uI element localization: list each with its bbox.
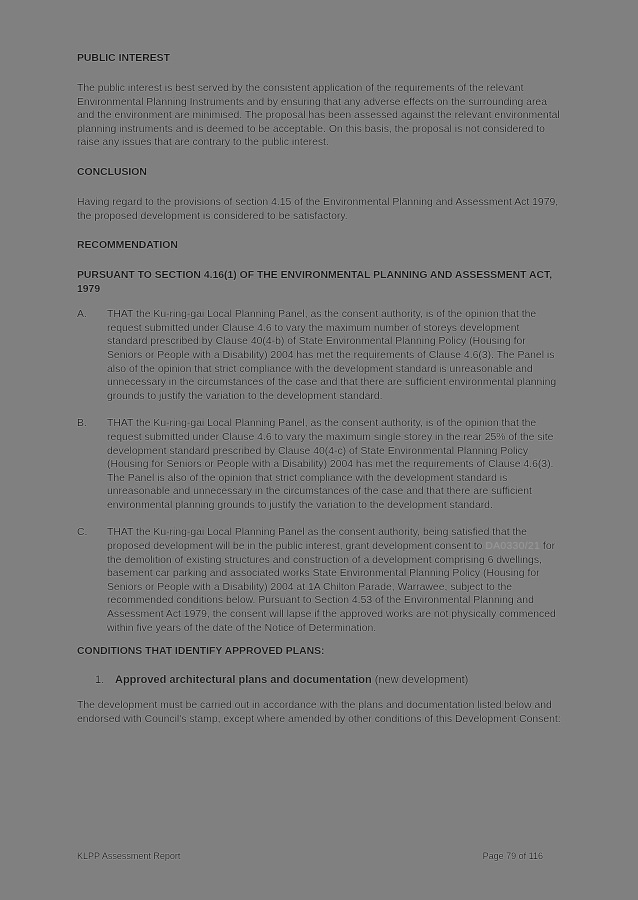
condition-title-text: Approved architectural plans and documentation <box>115 674 372 687</box>
recommendation-item-c <box>77 526 562 635</box>
footer-report-title: KLPP Assessment Report <box>77 851 181 861</box>
recommendation-subheading: PURSUANT TO SECTION 4.16(1) OF THE ENVIRONMENTAL PLANNING AND ASSESSMENT ACT, 1979 <box>77 270 553 296</box>
redacted-da-number: DA0330/21 <box>485 541 541 553</box>
footer-page-number: Page 79 of 116 <box>482 851 543 861</box>
list-marker: C. <box>77 527 88 539</box>
condition-title <box>115 673 468 687</box>
list-item-text-after: for the demolition of existing structures and construction of a development comprising 6 dwellings, basement car parking and associated works State Environmental Planning Policy (Housing for Seniors or People with a Disability) 2004 at 1A Chilton Parade, Warrawee, subject to the recommended conditions below. Pursuant to Section 4.53 of the Environmental Planning and Assessment Act 1979, the consent will lapse if the approved works are not physically commenced within five years of the date of the Notice of Determination. <box>107 541 556 634</box>
public-interest-body: The public interest is best served by the consistent application of the requirements of the relevant Environmental Planning Instruments and by ensuring that any adverse effects on the surrounding area and the environment are minimised. The proposal has been assessed against the relevant environmental planning instruments and is deemed to be acceptable. On this basis, the proposal is not considered to raise any issues that are contrary to the public interest. <box>77 83 560 149</box>
list-item-text: THAT the Ku-ring-gai Local Planning Panel, as the consent authority, is of the opinion that the request submitted under Clause 4.6 to vary the maximum single storey in the rear 25% of the site development standard prescribed by Clause 40(4-c) of State Environmental Planning Policy (Housing for Seniors or People with a Disability) 2004 has met the requirements of Clause 4.6(3). The Panel is also of the opinion that strict compliance with the development standard is unreasonable and unnecessary in the circumstances of the case and that there are sufficient environmental planning grounds to justify the variation to the development standard. <box>107 418 554 511</box>
recommendation-heading: RECOMMENDATION <box>77 240 178 252</box>
recommendation-item-b <box>77 417 562 512</box>
list-marker: A. <box>77 309 87 321</box>
list-marker: B. <box>77 418 87 430</box>
page-footer <box>77 850 543 862</box>
condition-number: 1. <box>95 674 105 687</box>
condition-item-1 <box>77 673 562 687</box>
conditions-heading: CONDITIONS THAT IDENTIFY APPROVED PLANS: <box>77 646 325 658</box>
list-item-text <box>107 526 562 635</box>
recommendation-item-a <box>77 308 562 403</box>
public-interest-heading: PUBLIC INTEREST <box>77 53 170 64</box>
conditions-body: The development must be carried out in accordance with the plans and documentation listed below and endorsed with Council's stamp, except where amended by other conditions of this Development Consent: <box>77 700 561 725</box>
condition-qualifier: (new development) <box>374 674 469 687</box>
list-item-text: THAT the Ku-ring-gai Local Planning Panel, as the consent authority, is of the opinion that the request submitted under Clause 4.6 to vary the maximum number of storeys development standard prescribed by Clause 40(4-b) of State Environmental Planning Policy (Housing for Seniors or People with a Disability) 2004 has met the requirements of Clause 4.6(3). The Panel is also of the opinion that strict compliance with the development standard is unreasonable and unnecessary in the circumstances of the case and that there are sufficient environmental planning grounds to justify the variation to the development standard. <box>107 309 557 402</box>
conclusion-body: Having regard to the provisions of section 4.15 of the Environmental Planning and Assessment Act 1979, the proposed development is considered to be satisfactory. <box>77 196 559 222</box>
list-item-text-before: THAT the Ku-ring-gai Local Planning Panel as the consent authority, being satisfied that the proposed development will be in the public interest, grant development consent to <box>107 527 527 553</box>
document-page <box>77 52 562 726</box>
conclusion-heading: CONCLUSION <box>77 166 147 178</box>
